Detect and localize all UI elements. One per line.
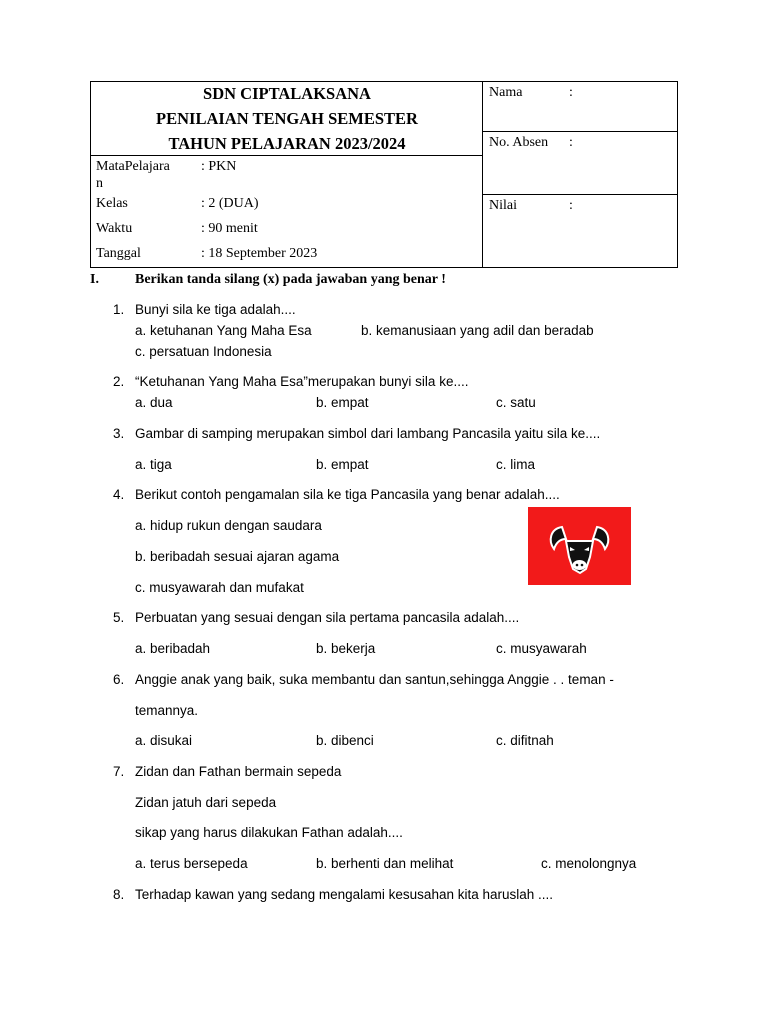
question-text: Gambar di samping merupakan simbol dari lambang Pancasila yaitu sila ke.... xyxy=(135,426,601,441)
question-number: 4. xyxy=(113,487,125,502)
question-text: “Ketuhanan Yang Maha Esa”merupakan bunyi sila ke.... xyxy=(135,374,469,389)
class-value: : 2 (DUA) xyxy=(201,196,259,211)
question-text: Anggie anak yang baik, suka membantu dan santun,sehingga Anggie . . teman - xyxy=(135,672,614,687)
subject-label-wrap: n xyxy=(96,176,103,191)
section-instruction: Berikan tanda silang (x) pada jawaban yang benar ! xyxy=(135,272,446,287)
time-value: : 90 menit xyxy=(201,221,258,236)
option-c[interactable]: c. musyawarah dan mufakat xyxy=(135,580,304,595)
option-a[interactable]: a. disukai xyxy=(135,733,193,748)
question-number: 7. xyxy=(113,764,125,779)
option-c[interactable]: c. difitnah xyxy=(496,733,554,748)
subject-value: : PKN xyxy=(201,159,237,174)
question-text: Bunyi sila ke tiga adalah.... xyxy=(135,302,296,317)
bull-head-image xyxy=(528,507,631,585)
option-b[interactable]: b. kemanusiaan yang adil dan beradab xyxy=(361,323,594,338)
class-label: Kelas xyxy=(96,196,128,211)
option-b[interactable]: b. empat xyxy=(316,457,369,472)
question-text: Zidan dan Fathan bermain sepeda xyxy=(135,764,342,779)
date-value: : 18 September 2023 xyxy=(201,246,318,261)
absen-label: No. Absen xyxy=(489,135,549,150)
bull-head-icon xyxy=(528,507,631,585)
name-colon: : xyxy=(569,85,573,100)
option-a[interactable]: a. dua xyxy=(135,395,173,410)
name-label: Nama xyxy=(489,85,523,100)
school-year: TAHUN PELAJARAN 2023/2024 xyxy=(168,134,406,153)
option-c[interactable]: c. musyawarah xyxy=(496,641,587,656)
option-b[interactable]: b. beribadah sesuai ajaran agama xyxy=(135,549,340,564)
exam-info-cell xyxy=(91,156,483,267)
exam-title: PENILAIAN TENGAH SEMESTER xyxy=(156,109,418,128)
score-label: Nilai xyxy=(489,198,517,213)
question-text: Terhadap kawan yang sedang mengalami kesusahan kita haruslah .... xyxy=(135,887,554,902)
question-number: 3. xyxy=(113,426,125,441)
school-title-cell xyxy=(91,82,483,156)
question-text-cont: sikap yang harus dilakukan Fathan adalah.... xyxy=(135,825,403,840)
question-number: 5. xyxy=(113,610,125,625)
question-number: 8. xyxy=(113,887,125,902)
score-cell[interactable] xyxy=(483,195,677,267)
option-a[interactable]: a. beribadah xyxy=(135,641,211,656)
score-colon: : xyxy=(569,198,573,213)
subject-label: MataPelajara xyxy=(96,159,170,174)
time-label: Waktu xyxy=(96,221,133,236)
option-b[interactable]: b. bekerja xyxy=(316,641,376,656)
option-c[interactable]: c. satu xyxy=(496,395,536,410)
option-a[interactable]: a. tiga xyxy=(135,457,172,472)
question-text-cont: Zidan jatuh dari sepeda xyxy=(135,795,277,810)
school-name: SDN CIPTALAKSANA xyxy=(203,84,371,103)
question-number: 1. xyxy=(113,302,125,317)
question-number: 6. xyxy=(113,672,125,687)
question-text: Perbuatan yang sesuai dengan sila pertama pancasila adalah.... xyxy=(135,610,520,625)
option-c[interactable]: c. menolongnya xyxy=(541,856,637,871)
question-number: 2. xyxy=(113,374,125,389)
option-b[interactable]: b. dibenci xyxy=(316,733,374,748)
absen-cell[interactable] xyxy=(483,132,677,195)
date-label: Tanggal xyxy=(96,246,141,261)
option-a[interactable]: a. ketuhanan Yang Maha Esa xyxy=(135,323,312,338)
exam-header-table xyxy=(90,81,678,268)
absen-colon: : xyxy=(569,135,573,150)
option-a[interactable]: a. terus bersepeda xyxy=(135,856,248,871)
name-cell[interactable] xyxy=(483,82,677,132)
question-text: Berikut contoh pengamalan sila ke tiga Pancasila yang benar adalah.... xyxy=(135,487,560,502)
question-text-cont: temannya. xyxy=(135,703,199,718)
option-c[interactable]: c. persatuan Indonesia xyxy=(135,344,272,359)
section-number: I. xyxy=(90,272,99,287)
option-b[interactable]: b. berhenti dan melihat xyxy=(316,856,454,871)
option-c[interactable]: c. lima xyxy=(496,457,536,472)
option-b[interactable]: b. empat xyxy=(316,395,369,410)
option-a[interactable]: a. hidup rukun dengan saudara xyxy=(135,518,322,533)
